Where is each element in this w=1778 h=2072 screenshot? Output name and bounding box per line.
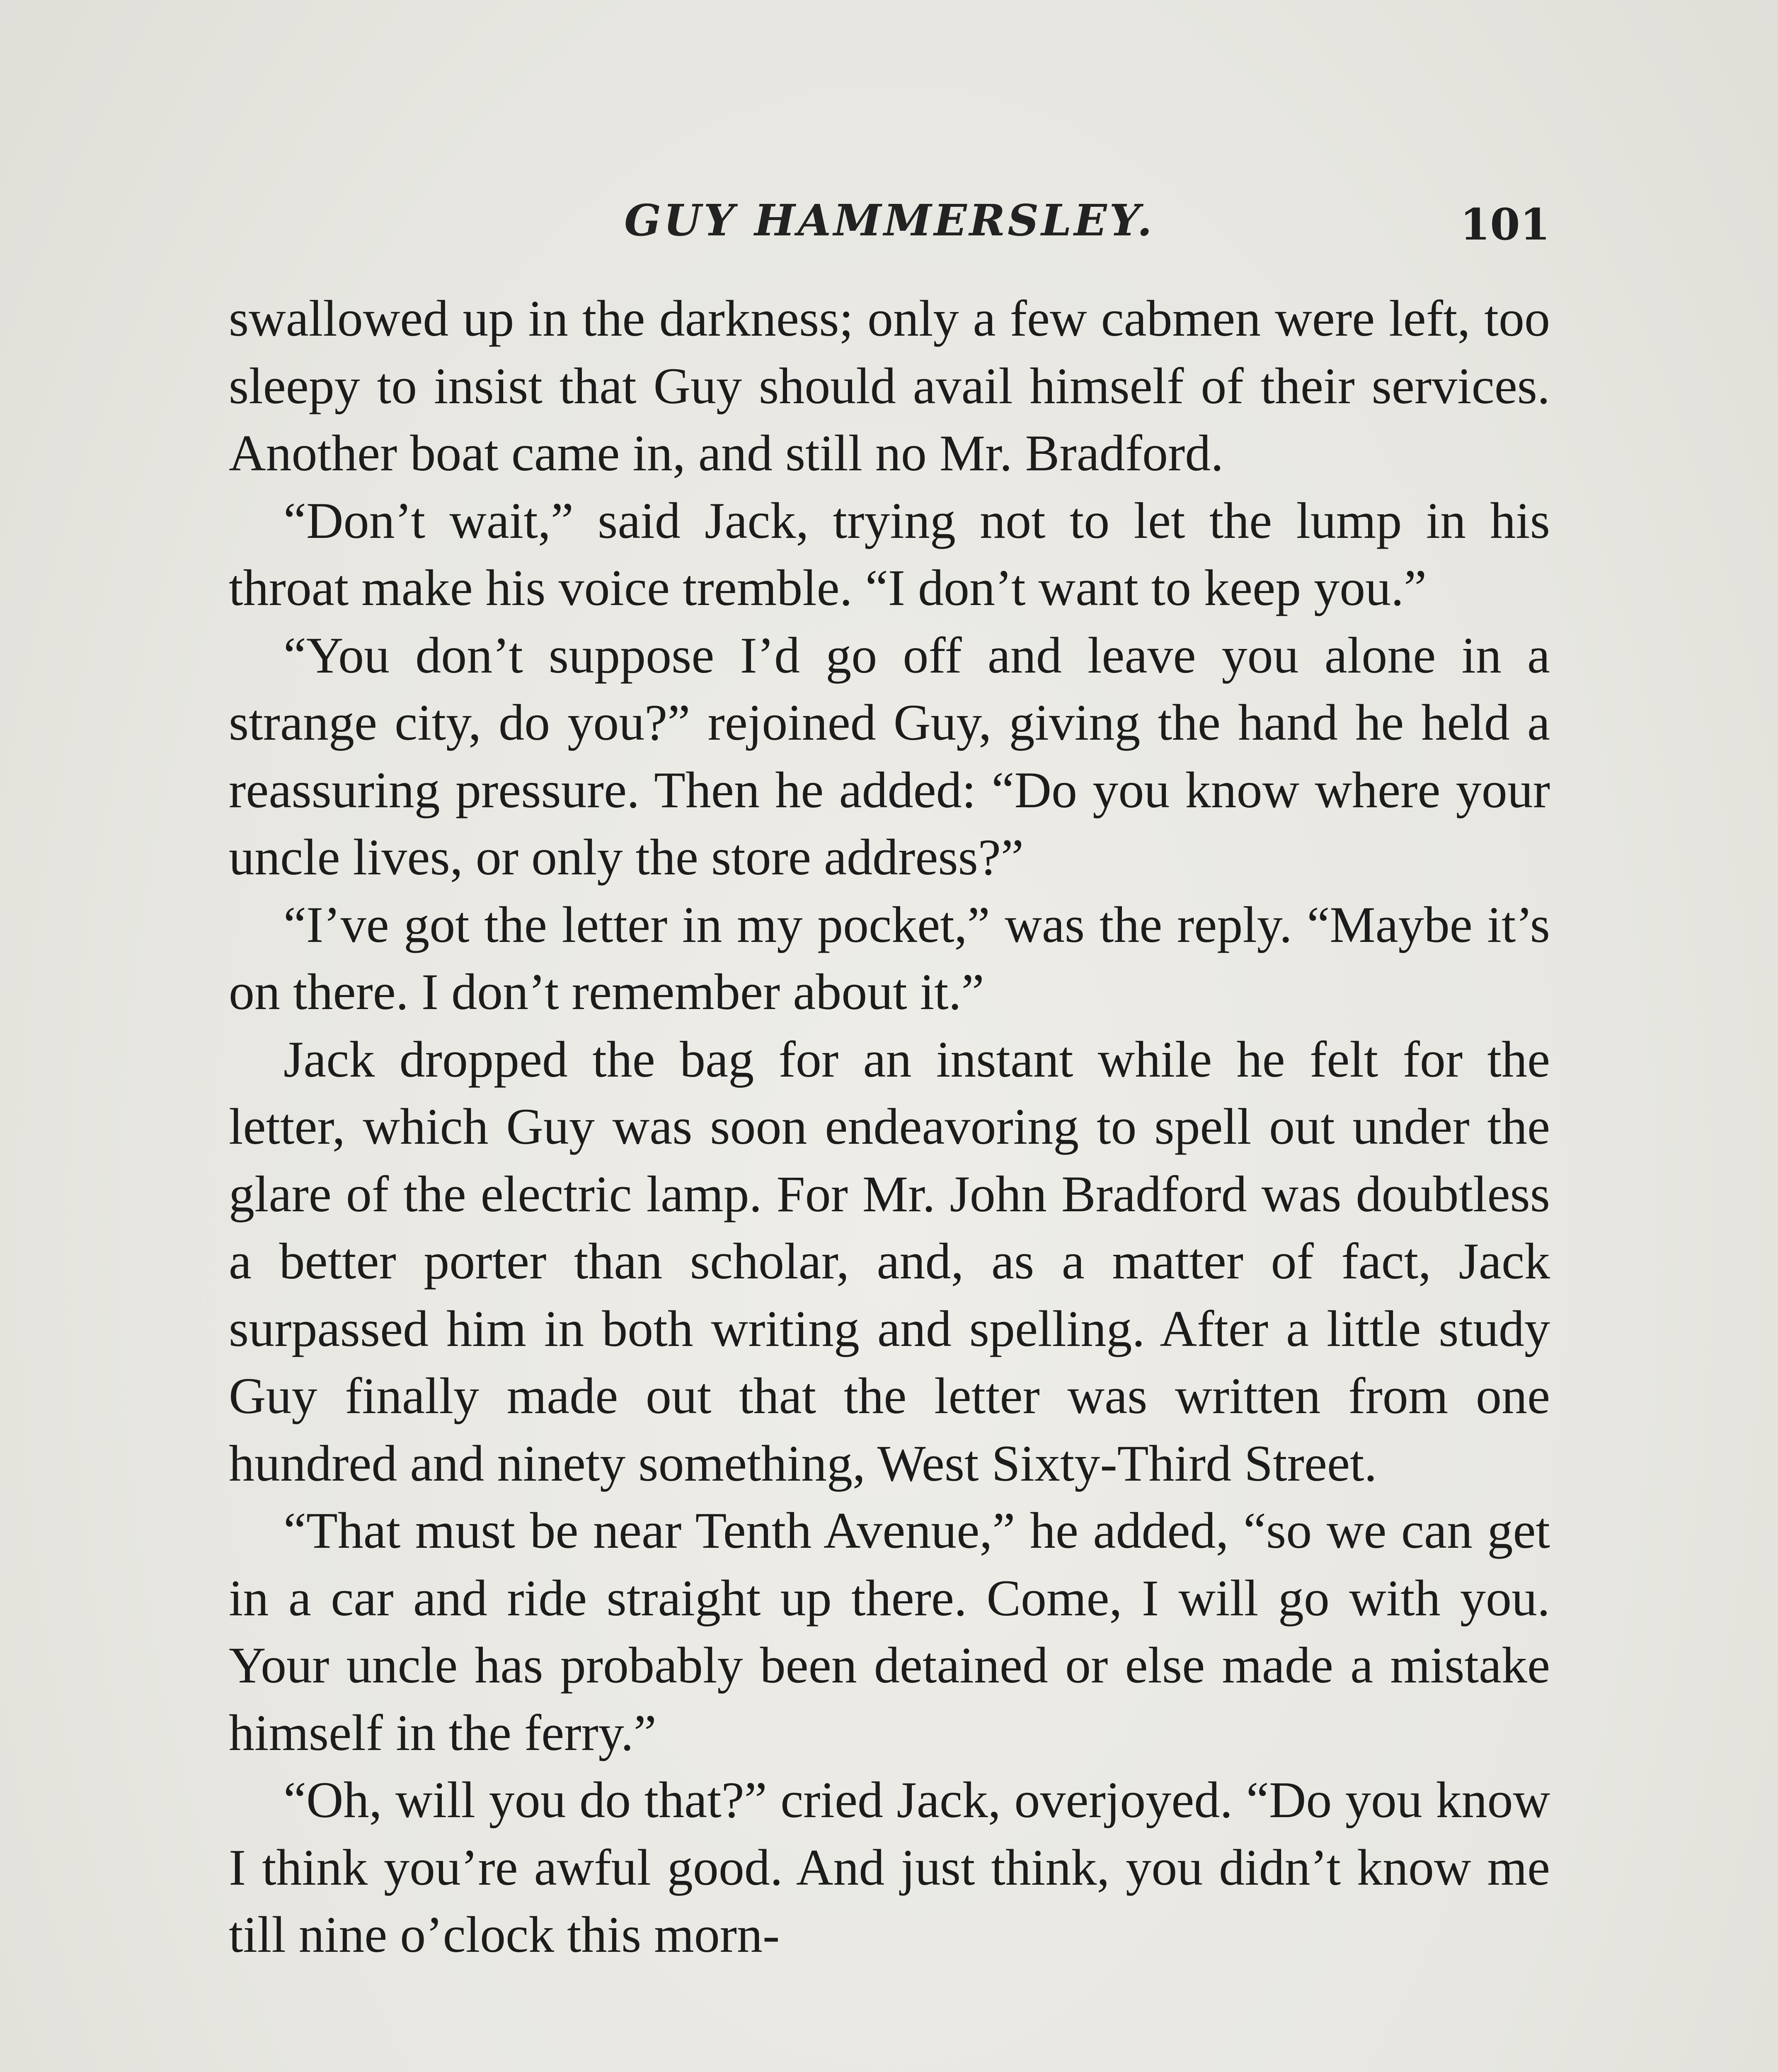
paragraph-2: “Don’t wait,” said Jack, trying not to let the lump in his throat make his voice tremble. “I don’t want to keep you.”: [229, 492, 1550, 616]
paragraph-1: swallowed up in the darkness; only a few cabmen were left, too sleepy to insist that Guy should avail himself of their services. Another boat came in, and still no Mr. Bradford.: [229, 290, 1550, 482]
paragraph-6: “That must be near Tenth Avenue,” he added, “so we can get in a car and ride straight up there. Come, I will go with you. Your uncle has probably been detained or else made a mistake himself in the ferry.”: [229, 1502, 1550, 1761]
paragraph-5: Jack dropped the bag for an instant while he felt for the letter, which Guy was soon endeavoring to spell out under the glare of the electric lamp. For Mr. John Bradford was doubtless a better porter than scholar, and, as a matter of fact, Jack surpassed him in both writing and spelling. After a little study Guy finally made out that the letter was written from one hundred and ninety something, West Sixty-Third Street.: [229, 1031, 1550, 1492]
paragraph-7: “Oh, will you do that?” cried Jack, overjoyed. “Do you know I think you’re awful good. And just think, you didn’t know me till nine o’clock this morn-: [229, 1772, 1550, 1963]
running-title: GUY HAMMERSLEY.: [624, 195, 1155, 246]
body-text: [229, 285, 1550, 1969]
page-number: 101: [1460, 199, 1550, 250]
paragraph-4: “I’ve got the letter in my pocket,” was the reply. “Maybe it’s on there. I don’t remember about it.”: [229, 896, 1550, 1020]
page-header: [229, 182, 1550, 253]
paragraph-3: “You don’t suppose I’d go off and leave you alone in a strange city, do you?” rejoined Guy, giving the hand he held a reassuring pressure. Then he added: “Do you know where your uncle lives, or only the store address?”: [229, 627, 1550, 886]
